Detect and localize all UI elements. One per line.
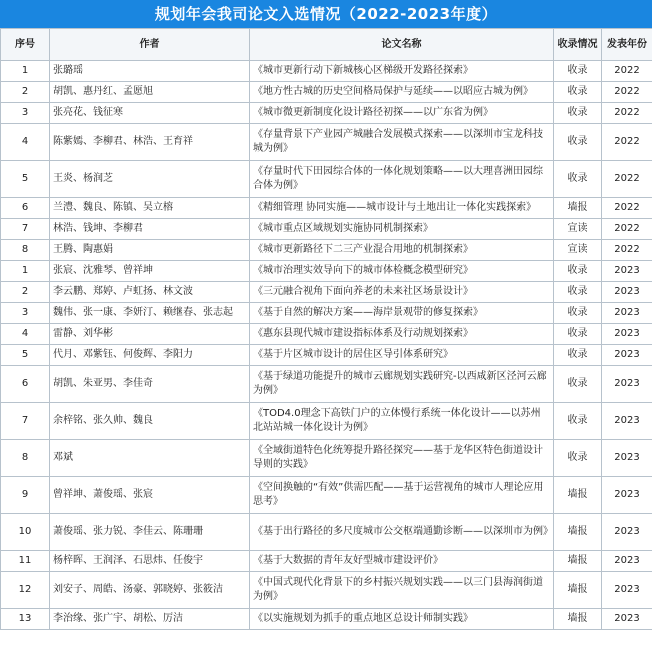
table-row bbox=[1, 440, 652, 477]
cell-status: 宣读 bbox=[554, 219, 602, 240]
cell-authors: 张璐瑶 bbox=[50, 61, 250, 82]
cell-status: 收录 bbox=[554, 403, 602, 440]
cell-authors: 胡凯、惠丹红、孟愿旭 bbox=[50, 82, 250, 103]
cell-index: 10 bbox=[1, 514, 50, 551]
cell-status: 收录 bbox=[554, 366, 602, 403]
table-row bbox=[1, 198, 652, 219]
cell-year: 2022 bbox=[602, 103, 652, 124]
cell-paper: 《存量时代下田园综合体的一体化规划策略——以大理喜洲田园综合体为例》 bbox=[250, 161, 554, 198]
cell-index: 13 bbox=[1, 609, 50, 630]
table-row bbox=[1, 282, 652, 303]
cell-status: 墙报 bbox=[554, 551, 602, 572]
cell-authors: 魏伟、张一康、李妍汀、赖继春、张志起 bbox=[50, 303, 250, 324]
cell-paper: 《惠东县现代城市建设指标体系及行动规划探索》 bbox=[250, 324, 554, 345]
cell-status: 收录 bbox=[554, 124, 602, 161]
cell-status: 收录 bbox=[554, 261, 602, 282]
table-row bbox=[1, 61, 652, 82]
cell-authors: 林浩、钱坤、李柳君 bbox=[50, 219, 250, 240]
header-paper: 论文名称 bbox=[250, 29, 554, 61]
cell-paper: 《以实施规划为抓手的重点地区总设计师制实践》 bbox=[250, 609, 554, 630]
cell-paper: 《中国式现代化背景下的乡村振兴规划实践——以三门县海润街道为例》 bbox=[250, 572, 554, 609]
cell-status: 墙报 bbox=[554, 198, 602, 219]
cell-year: 2023 bbox=[602, 261, 652, 282]
cell-status: 收录 bbox=[554, 82, 602, 103]
cell-paper: 《三元融合视角下面向养老的未来社区场景设计》 bbox=[250, 282, 554, 303]
cell-year: 2022 bbox=[602, 198, 652, 219]
cell-authors: 陈紫嫣、李柳君、林浩、王育祥 bbox=[50, 124, 250, 161]
cell-paper: 《空间换触的“有效”供需匹配——基于运营视角的城市人理论应用思考》 bbox=[250, 477, 554, 514]
table-row bbox=[1, 261, 652, 282]
cell-index: 12 bbox=[1, 572, 50, 609]
cell-paper: 《城市重点区域规划实施协同机制探索》 bbox=[250, 219, 554, 240]
cell-index: 1 bbox=[1, 61, 50, 82]
cell-index: 2 bbox=[1, 82, 50, 103]
table-row bbox=[1, 219, 652, 240]
table-row bbox=[1, 572, 652, 609]
table-row bbox=[1, 551, 652, 572]
cell-status: 收录 bbox=[554, 103, 602, 124]
cell-paper: 《城市微更新制度化设计路径初探——以广东省为例》 bbox=[250, 103, 554, 124]
cell-authors: 李云鹏、郑婷、卢虹扬、林文波 bbox=[50, 282, 250, 303]
cell-index: 6 bbox=[1, 198, 50, 219]
cell-index: 5 bbox=[1, 161, 50, 198]
cell-year: 2023 bbox=[602, 477, 652, 514]
cell-year: 2023 bbox=[602, 572, 652, 609]
cell-authors: 胡凯、朱亚男、李佳奇 bbox=[50, 366, 250, 403]
cell-index: 4 bbox=[1, 324, 50, 345]
cell-authors: 雷静、刘华彬 bbox=[50, 324, 250, 345]
cell-year: 2022 bbox=[602, 61, 652, 82]
table-title: 规划年会我司论文入选情况（2022-2023年度） bbox=[0, 0, 652, 28]
cell-paper: 《存量背景下产业园产城融合发展模式探索——以深圳市宝龙科技城为例》 bbox=[250, 124, 554, 161]
table-row bbox=[1, 345, 652, 366]
cell-index: 8 bbox=[1, 440, 50, 477]
cell-authors: 李治缘、张广宇、胡松、厉洁 bbox=[50, 609, 250, 630]
table-row bbox=[1, 324, 652, 345]
header-status: 收录情况 bbox=[554, 29, 602, 61]
cell-year: 2023 bbox=[602, 282, 652, 303]
cell-paper: 《基于片区城市设计的居住区导引体系研究》 bbox=[250, 345, 554, 366]
cell-year: 2023 bbox=[602, 551, 652, 572]
cell-year: 2023 bbox=[602, 303, 652, 324]
cell-year: 2022 bbox=[602, 161, 652, 198]
cell-year: 2023 bbox=[602, 514, 652, 551]
cell-status: 墙报 bbox=[554, 572, 602, 609]
cell-year: 2023 bbox=[602, 440, 652, 477]
table-row bbox=[1, 124, 652, 161]
cell-index: 7 bbox=[1, 403, 50, 440]
cell-index: 3 bbox=[1, 303, 50, 324]
cell-index: 3 bbox=[1, 103, 50, 124]
table-row bbox=[1, 403, 652, 440]
cell-authors: 刘安子、周皓、汤豪、郭晓婷、张筱洁 bbox=[50, 572, 250, 609]
cell-paper: 《城市治理实效导向下的城市体检概念模型研究》 bbox=[250, 261, 554, 282]
table-row bbox=[1, 82, 652, 103]
cell-authors: 余梓铭、张久帅、魏良 bbox=[50, 403, 250, 440]
header-row bbox=[1, 29, 652, 61]
header-year: 发表年份 bbox=[602, 29, 652, 61]
table-row bbox=[1, 240, 652, 261]
cell-authors: 邓斌 bbox=[50, 440, 250, 477]
cell-paper: 《地方性古城的历史空间格局保护与延续——以昭应古城为例》 bbox=[250, 82, 554, 103]
cell-index: 2 bbox=[1, 282, 50, 303]
cell-paper: 《基于大数据的青年友好型城市建设评价》 bbox=[250, 551, 554, 572]
table-row bbox=[1, 161, 652, 198]
cell-year: 2022 bbox=[602, 240, 652, 261]
cell-status: 收录 bbox=[554, 440, 602, 477]
cell-authors: 张宸、沈雅琴、曾祥坤 bbox=[50, 261, 250, 282]
cell-authors: 兰澧、魏良、陈镇、吴立榕 bbox=[50, 198, 250, 219]
cell-year: 2023 bbox=[602, 366, 652, 403]
table-row bbox=[1, 103, 652, 124]
cell-authors: 张亮花、钱征寒 bbox=[50, 103, 250, 124]
table-row bbox=[1, 303, 652, 324]
cell-index: 5 bbox=[1, 345, 50, 366]
cell-index: 6 bbox=[1, 366, 50, 403]
cell-year: 2023 bbox=[602, 324, 652, 345]
cell-paper: 《基于自然的解决方案——海岸景观带的修复探索》 bbox=[250, 303, 554, 324]
cell-index: 4 bbox=[1, 124, 50, 161]
cell-year: 2023 bbox=[602, 403, 652, 440]
table-row bbox=[1, 477, 652, 514]
cell-year: 2022 bbox=[602, 124, 652, 161]
table-row bbox=[1, 609, 652, 630]
cell-status: 收录 bbox=[554, 303, 602, 324]
cell-paper: 《城市更新行动下新城核心区梯级开发路径探索》 bbox=[250, 61, 554, 82]
cell-paper: 《精细管理 协同实施——城市设计与土地出让一体化实践探索》 bbox=[250, 198, 554, 219]
cell-paper: 《全域街道特色化统筹提升路径探究——基于龙华区特色街道设计导则的实践》 bbox=[250, 440, 554, 477]
cell-index: 9 bbox=[1, 477, 50, 514]
cell-paper: 《城市更新路径下二三产业混合用地的机制探索》 bbox=[250, 240, 554, 261]
cell-index: 11 bbox=[1, 551, 50, 572]
cell-status: 宣读 bbox=[554, 240, 602, 261]
cell-index: 1 bbox=[1, 261, 50, 282]
cell-index: 8 bbox=[1, 240, 50, 261]
cell-status: 收录 bbox=[554, 345, 602, 366]
cell-status: 收录 bbox=[554, 282, 602, 303]
cell-status: 收录 bbox=[554, 61, 602, 82]
papers-table bbox=[0, 28, 652, 630]
cell-paper: 《TOD4.0理念下高铁门户的立体慢行系统一体化设计——以苏州北站站城一体化设计为例》 bbox=[250, 403, 554, 440]
cell-status: 收录 bbox=[554, 161, 602, 198]
cell-authors: 曾祥坤、萧俊瑶、张宸 bbox=[50, 477, 250, 514]
cell-status: 墙报 bbox=[554, 477, 602, 514]
header-authors: 作者 bbox=[50, 29, 250, 61]
cell-paper: 《基于绿道功能提升的城市云廊规划实践研究-以西咸新区泾河云廊为例》 bbox=[250, 366, 554, 403]
cell-index: 7 bbox=[1, 219, 50, 240]
cell-year: 2022 bbox=[602, 219, 652, 240]
cell-paper: 《基于出行路径的多尺度城市公交枢端通勤诊断——以深圳市为例》 bbox=[250, 514, 554, 551]
cell-authors: 王腾、陶惠娟 bbox=[50, 240, 250, 261]
cell-authors: 杨梓晖、王润泽、石思炜、任俊宇 bbox=[50, 551, 250, 572]
cell-authors: 代月、邓紫钰、何俊辉、李阳力 bbox=[50, 345, 250, 366]
cell-authors: 萧俊瑶、张力锐、李佳云、陈珊珊 bbox=[50, 514, 250, 551]
cell-year: 2023 bbox=[602, 609, 652, 630]
cell-year: 2022 bbox=[602, 82, 652, 103]
header-index: 序号 bbox=[1, 29, 50, 61]
cell-status: 墙报 bbox=[554, 609, 602, 630]
cell-year: 2023 bbox=[602, 345, 652, 366]
cell-status: 墙报 bbox=[554, 514, 602, 551]
table-row bbox=[1, 514, 652, 551]
table-row bbox=[1, 366, 652, 403]
cell-authors: 王炎、杨润芝 bbox=[50, 161, 250, 198]
cell-status: 收录 bbox=[554, 324, 602, 345]
